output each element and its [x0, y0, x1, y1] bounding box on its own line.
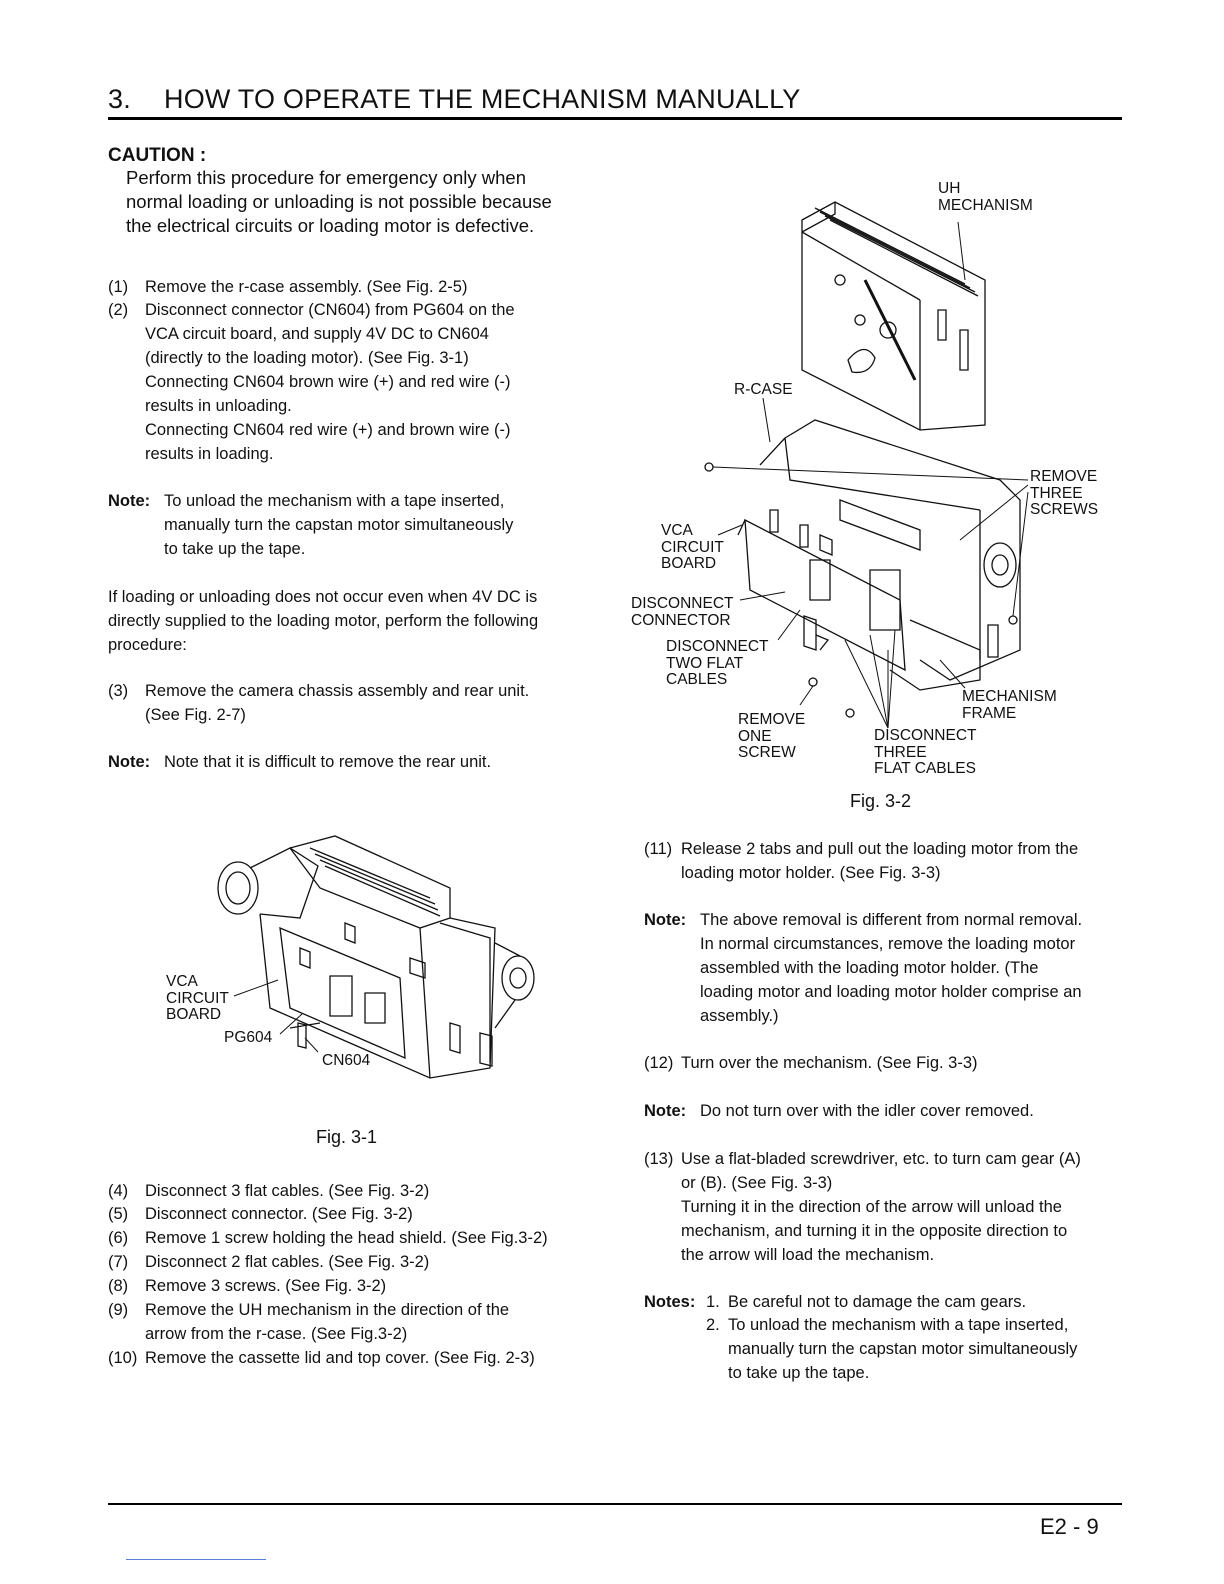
page-title: [108, 84, 801, 115]
step-3: [108, 679, 588, 729]
step-text: Disconnect connector (CN604) from PG604 on the VCA circuit board, and supply 4V DC to CN604 (directly to the loading motor). (See Fig. 3-1) Connecting CN604 brown wire (+) and red wire (-) results in unloading. Connecting CN604 red wire (+) and brown wire (-) results in loading.: [145, 301, 515, 463]
step-number: (12): [644, 1054, 674, 1072]
step-text: Disconnect 2 flat cables. (See Fig. 3-2): [145, 1253, 430, 1271]
fig2-label-mechanism-frame: MECHANISM FRAME: [962, 688, 1057, 722]
notes-item-2: [706, 1313, 1126, 1388]
step-text: Use a flat-bladed screwdriver, etc. to turn cam gear (A) or (B). (See Fig. 3-3) Turning it in the direction of the arrow will unload the mechanism, and turning it in the opposite direction to the arrow will load the mechanism.: [681, 1150, 1081, 1264]
step-7: [108, 1250, 588, 1276]
step-number: (5): [108, 1205, 129, 1223]
step-number: (7): [108, 1253, 129, 1271]
notes-item-text: Be careful not to damage the cam gears.: [728, 1293, 1027, 1311]
step-13: [644, 1147, 1124, 1272]
note-2: [108, 750, 588, 776]
fig2-label-uh-mechanism: UH MECHANISM: [938, 180, 1033, 214]
section-title: HOW TO OPERATE THE MECHANISM MANUALLY: [164, 84, 801, 114]
fig1-caption: Fig. 3-1: [316, 1127, 378, 1147]
step-number: (4): [108, 1182, 129, 1200]
step-text: Remove the cassette lid and top cover. (See Fig. 2-3): [145, 1349, 535, 1367]
step-2: [108, 298, 578, 468]
procedure-intro: If loading or unloading does not occur even when 4V DC is directly supplied to the loading motor, perform the following procedure:: [108, 588, 539, 654]
step-number: (10): [108, 1349, 138, 1367]
notes-item-number: 2.: [706, 1316, 720, 1334]
notes-5: [644, 1290, 1124, 1390]
section-number: 3.: [108, 84, 131, 114]
step-10: [108, 1346, 588, 1372]
note-text: Do not turn over with the idler cover removed.: [700, 1102, 1034, 1120]
step-number: (8): [108, 1277, 129, 1295]
fig1-label-vca-board: VCA CIRCUIT BOARD: [166, 973, 229, 1023]
note-4: [644, 1099, 1124, 1125]
caution-heading: CAUTION :: [108, 145, 207, 166]
fig2-label-vca-board: VCA CIRCUIT BOARD: [661, 522, 724, 572]
fig2-caption: Fig. 3-2: [850, 791, 912, 811]
fig2-label-disconnect-connector: DISCONNECT CONNECTOR: [631, 595, 734, 629]
note-label: Note:: [644, 911, 687, 929]
note-label: Note:: [108, 492, 151, 510]
step-5: [108, 1202, 588, 1228]
step-number: (13): [644, 1150, 674, 1168]
note-text: Note that it is difficult to remove the rear unit.: [164, 753, 492, 771]
title-rule: [108, 117, 1122, 120]
step-number: (3): [108, 682, 129, 700]
step-text: Remove the camera chassis assembly and rear unit. (See Fig. 2-7): [145, 682, 530, 724]
step-6: [108, 1226, 588, 1252]
step-text: Remove the UH mechanism in the direction of the arrow from the r-case. (See Fig.3-2): [145, 1301, 510, 1343]
notes-item-number: 1.: [706, 1293, 720, 1311]
fig2-label-disconnect-three-flat-cables: DISCONNECT THREE FLAT CABLES: [874, 727, 977, 777]
fig1-label-pg604: PG604: [224, 1029, 273, 1046]
fig2-label-remove-one-screw: REMOVE ONE SCREW: [738, 711, 806, 761]
step-9: [108, 1298, 588, 1348]
footer-link-underline: [126, 1559, 266, 1560]
note-label: Note:: [644, 1102, 687, 1120]
fig2-label-remove-three-screws: REMOVE THREE SCREWS: [1030, 468, 1099, 518]
step-11: [644, 837, 1124, 887]
fig1-label-cn604: CN604: [322, 1052, 371, 1069]
step-number: (11): [644, 840, 673, 858]
fig2-label-disconnect-two-flat-cables: DISCONNECT TWO FLAT CABLES: [666, 638, 769, 688]
step-text: Remove the r-case assembly. (See Fig. 2-5): [145, 278, 468, 296]
step-number: (9): [108, 1301, 129, 1319]
step-number: (2): [108, 301, 129, 319]
step-number: (1): [108, 278, 129, 296]
notes-label: Notes:: [644, 1293, 696, 1311]
footer-rule: [108, 1503, 1122, 1505]
step-text: Remove 1 screw holding the head shield. (See Fig.3-2): [145, 1229, 548, 1247]
notes-item-text: To unload the mechanism with a tape inserted, manually turn the capstan motor simultaneously to take up the tape.: [728, 1316, 1078, 1382]
step-text: Disconnect 3 flat cables. (See Fig. 3-2): [145, 1182, 430, 1200]
note-label: Note:: [108, 753, 151, 771]
step-text: Release 2 tabs and pull out the loading motor from the loading motor holder. (See Fig. 3-3): [681, 840, 1079, 882]
fig2-label-r-case: R-CASE: [734, 381, 793, 398]
step-number: (6): [108, 1229, 129, 1247]
page-number: E2 - 9: [1040, 1514, 1099, 1539]
note-1: [108, 489, 588, 564]
caution-text: Perform this procedure for emergency only when normal loading or unloading is not possible because the electrical circuits or loading motor is defective.: [126, 167, 552, 236]
step-12: [644, 1051, 1124, 1077]
step-text: Turn over the mechanism. (See Fig. 3-3): [681, 1054, 978, 1072]
step-text: Remove 3 screws. (See Fig. 3-2): [145, 1277, 387, 1295]
step-8: [108, 1274, 588, 1300]
note-text: To unload the mechanism with a tape inserted, manually turn the capstan motor simultaneously to take up the tape.: [164, 492, 514, 558]
note-3: [644, 908, 1124, 1033]
note-text: The above removal is different from normal removal. In normal circumstances, remove the loading motor assembled with the loading motor holder. (The loading motor and loading motor holder comprise an assembly.): [700, 911, 1083, 1025]
step-text: Disconnect connector. (See Fig. 3-2): [145, 1205, 413, 1223]
